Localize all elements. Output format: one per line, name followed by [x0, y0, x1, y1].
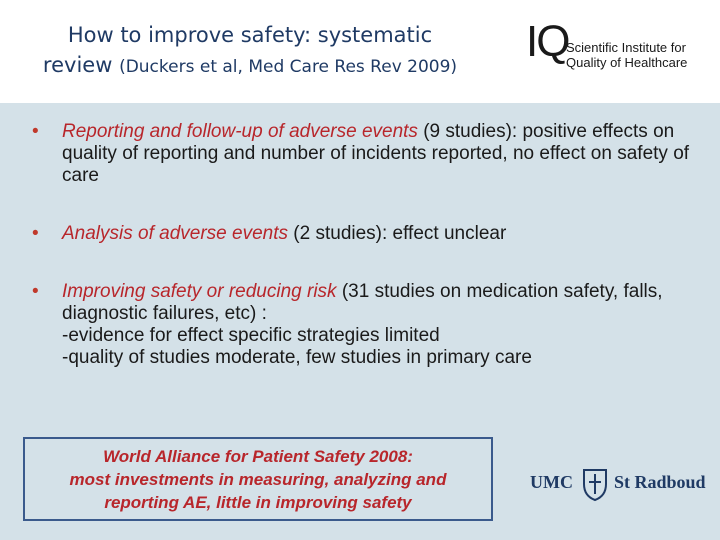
title-line-1: How to improve safety: systematic — [67, 23, 433, 47]
bullet-lead: Improving safety or reducing risk — [62, 281, 337, 302]
bullet-text: (9 studies): positive effects on quality of reporting and number of incidents reported, no effect on safety of care — [62, 121, 690, 186]
title-citation: (Duckers et al, Med Care Res Rev 2009) — [119, 57, 458, 77]
radboud-logo-text: St Radboud — [614, 472, 706, 492]
iq-logo-institute-name: Scientific Institute for Quality of Healthcare — [566, 40, 688, 70]
bullet-text: (31 studies on medication safety, falls, diagnostic failures, etc) : — [62, 281, 663, 324]
bullet-item-improving — [0, 281, 720, 369]
bullet-marker: • — [32, 121, 39, 142]
callout-box — [23, 437, 493, 521]
bullet-lead: Analysis of adverse events — [62, 223, 289, 244]
slide-title — [0, 20, 500, 82]
bullet-item-reporting — [0, 121, 720, 187]
umc-logo — [530, 466, 706, 506]
bullet-marker: • — [32, 223, 39, 244]
bullet-list — [0, 121, 720, 369]
title-line-2-word: review — [42, 53, 113, 77]
callout-text: World Alliance for Patient Safety 2008: most investments in measuring, analyzing and reporting AE, little in improving safety — [69, 447, 447, 512]
slide-header — [0, 0, 720, 103]
iq-logo — [526, 17, 716, 80]
umc-logo-text: UMC — [530, 472, 573, 492]
bullet-marker: • — [32, 281, 39, 302]
crest-icon — [580, 466, 610, 502]
bullet-lead: Reporting and follow-up of adverse events — [62, 121, 418, 142]
iq-logo-mark: IQ — [526, 17, 569, 66]
bullet-item-analysis — [0, 223, 720, 245]
title-line-2 — [0, 50, 500, 82]
bullet-text: (2 studies): effect unclear — [288, 223, 507, 244]
bullet-subpoints: -evidence for effect specific strategies limited -quality of studies moderate, few studies in primary care — [62, 325, 532, 368]
